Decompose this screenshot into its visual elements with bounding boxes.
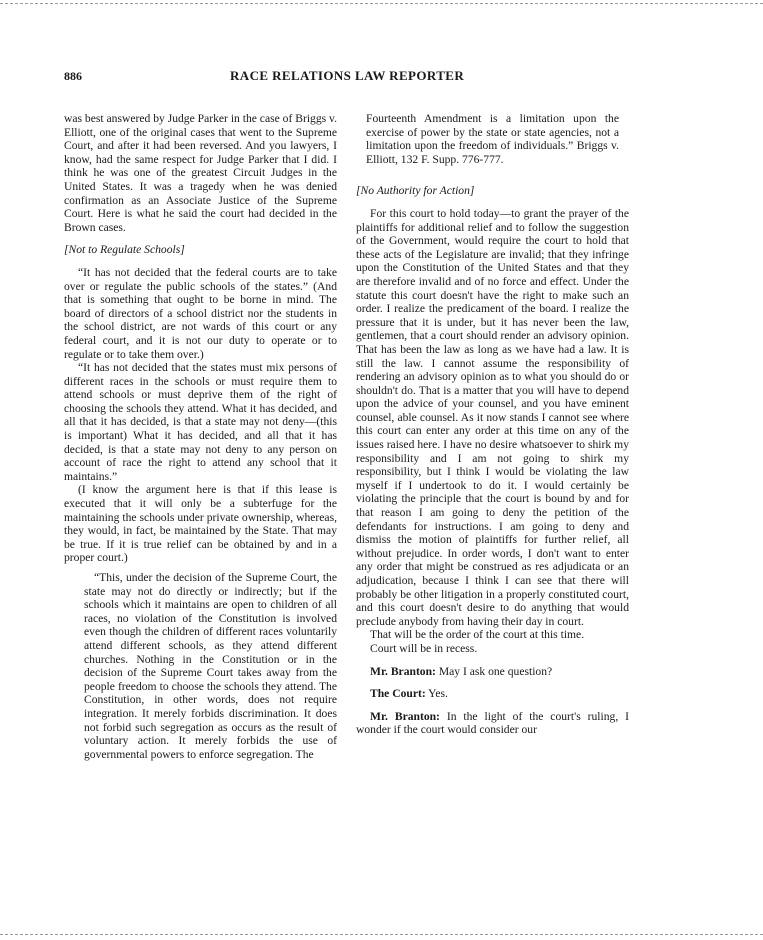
speech-text: In the light of the court's ruling, I wonder if the court would consider our <box>356 709 629 737</box>
right-column <box>356 112 629 737</box>
page-bottom-edge <box>0 934 763 935</box>
paragraph: For this court to hold today—to grant the prayer of the plaintiffs for additional relief and to follow the suggestion of the Government, would require the court to hold that these acts of the Legislature are invalid; that they infringe upon the Constitution of the United States and that they are therefore invalid and of no force and effect. Under the statute this court doesn't have the right to make such an order. I realize the predicament of the board. I realize the pressure that it is under, but it has never been the law, gentlemen, that a court should render an advisory opinion. That has been the law as long as we have had a law. It is still the law. I cannot assume the responsibility of rendering an advisory opinion as to what you should do or shouldn't do. That is a matter that you will have to depend upon the advice of your counsel, and you have eminent counsel, able counsel. As it now stands I cannot see where this court can enter any order at this time on any of the issues raised here. I have no desire whatsoever to shirk my responsibility and I am not going to shirk my responsibility, but I think I would be violating the law myself if I undertook to do it. I would certainly be violating the principle that the court is bound by and for that reason I am going to deny the petition of the defendants for instructions. I am going to deny and dismiss the motion of plaintiffs for further relief, all without prejudice. In order words, I don't want to enter any order that might be construed as res adjudicata or an adjudication, because I think I can see that there will probably be other litigation in a properly constituted court, and this court doesn't desire to do anything that would preclude anybody from having their day in court. <box>356 206 629 628</box>
section-heading: [Not to Regulate Schools] <box>64 243 185 257</box>
speech-text: Yes. <box>425 687 448 701</box>
exchange <box>356 665 629 679</box>
speaker-label: Mr. Branton: <box>370 709 440 723</box>
speech-text: May I ask one question? <box>435 664 553 678</box>
paragraph: That will be the order of the court at this time. <box>370 628 585 642</box>
exchange <box>356 710 629 737</box>
block-quote: “This, under the decision of the Supreme Court, the state may not do directly or indirectly; but if the schools which it maintains are open to children of all races, no violation of the Constitution is involved even though the children of different races voluntarily attend different schools, as they attend different churches. Nothing in the Constitution or in the decision of the Supreme Court takes away from the people freedom to choose the schools they attend. The Constitution, in other words, does not require integration. It merely forbids discrimination. It does not forbid such segregation as occurs as the result of voluntary action. It merely forbids the use of governmental powers to enforce segregation. The <box>84 571 337 761</box>
paragraph: “It has not decided that the states must mix persons of different races in the schools or must require them to attend schools or must deprive them of the right of choosing the schools they attend. What it has decided, and all that it has decided, is that a state may not deny—(this is important) What it has decided, and all that it has decided, is that a state may not deny to any person on account of race the right to attend any school that it maintains.” <box>64 361 337 483</box>
paragraph: was best answered by Judge Parker in the case of Briggs v. Elliott, one of the original cases that went to the Supreme Court, and after it had been reversed. And you lawyers, I know, had the same respect for Judge Parker that I did. I think he was one of the greatest Circuit Judges in the United States. It was a tragedy when he was denied confirmation as an Associate Justice of the Supreme Court. Here is what he said the court had decided in the Brown cases. <box>64 112 337 234</box>
exchange <box>356 687 629 701</box>
speaker-label: Mr. Branton: <box>370 664 436 678</box>
block-quote-continued: Fourteenth Amendment is a limitation upon the exercise of power by the state or state agencies, not a limitation upon the freedom of individuals.” Briggs v. Elliott, 132 F. Supp. 776-777. <box>366 112 619 166</box>
left-column <box>64 112 337 761</box>
paragraph: (I know the argument here is that if this lease is executed that it will only be a subterfuge for the maintaining the schools under private ownership, whereas, they would, in fact, be maintained by the State. That may be true. If it is true relief can be obtained by and in a proper court.) <box>64 483 337 565</box>
page-top-edge <box>0 3 763 4</box>
paragraph: “It has not decided that the federal courts are to take over or regulate the public schools of the states.” (And that is something that ought to be borne in mind. The board of directors of a school district nor the students in the school district, are not wards of this court or any federal court, and it is not our duty to operate or to regulate or to take them over.) <box>64 265 337 361</box>
paragraph: Court will be in recess. <box>370 641 478 655</box>
running-head: RACE RELATIONS LAW REPORTER <box>230 68 465 83</box>
section-heading: [No Authority for Action] <box>356 184 475 198</box>
speaker-label: The Court: <box>370 687 426 701</box>
page-number: 886 <box>64 69 82 83</box>
